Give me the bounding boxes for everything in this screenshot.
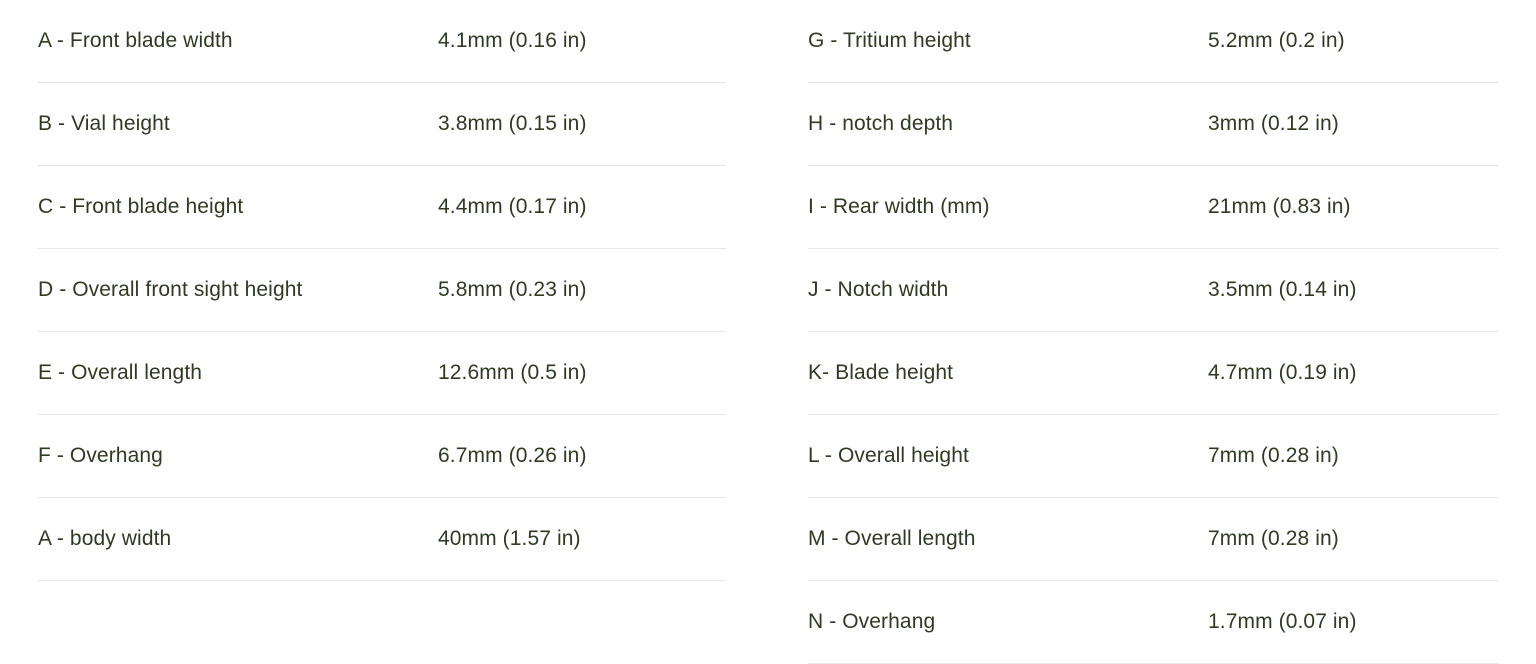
table-row	[808, 166, 1498, 249]
spec-column-left	[38, 0, 768, 664]
table-row	[808, 0, 1498, 83]
spec-value: 3mm (0.12 in)	[1208, 112, 1339, 135]
spec-value: 4.7mm (0.19 in)	[1208, 361, 1357, 384]
spec-value: 3.8mm (0.15 in)	[438, 112, 587, 135]
table-row	[38, 249, 726, 332]
spec-label: N - Overhang	[808, 610, 936, 633]
table-row	[38, 83, 726, 166]
spec-label: J - Notch width	[808, 278, 949, 301]
table-row	[38, 498, 726, 581]
spec-label: B - Vial height	[38, 112, 170, 135]
table-row	[38, 415, 726, 498]
spec-value: 12.6mm (0.5 in)	[438, 361, 587, 384]
spec-value: 7mm (0.28 in)	[1208, 444, 1339, 467]
spec-label: H - notch depth	[808, 112, 954, 135]
spec-label: F - Overhang	[38, 444, 163, 467]
table-row	[38, 332, 726, 415]
spec-label: A - body width	[38, 527, 172, 550]
spec-value: 40mm (1.57 in)	[438, 527, 581, 550]
table-row	[808, 332, 1498, 415]
spec-label: D - Overall front sight height	[38, 278, 303, 301]
spec-value: 5.2mm (0.2 in)	[1208, 29, 1345, 52]
table-row	[38, 166, 726, 249]
spec-label: I - Rear width (mm)	[808, 195, 990, 218]
spec-label: M - Overall length	[808, 527, 976, 550]
table-row	[808, 581, 1498, 664]
table-row	[808, 415, 1498, 498]
spec-value: 6.7mm (0.26 in)	[438, 444, 587, 467]
spec-value: 7mm (0.28 in)	[1208, 527, 1339, 550]
spec-label: K- Blade height	[808, 361, 954, 384]
spec-label: C - Front blade height	[38, 195, 244, 218]
spec-label: E - Overall length	[38, 361, 203, 384]
spec-value: 21mm (0.83 in)	[1208, 195, 1351, 218]
spec-label: L - Overall height	[808, 444, 969, 467]
table-row	[808, 249, 1498, 332]
spec-value: 4.4mm (0.17 in)	[438, 195, 587, 218]
table-row	[38, 0, 726, 83]
spec-value: 4.1mm (0.16 in)	[438, 29, 587, 52]
spec-value: 3.5mm (0.14 in)	[1208, 278, 1357, 301]
spec-label: A - Front blade width	[38, 29, 233, 52]
spec-column-right	[768, 0, 1498, 664]
spec-label: G - Tritium height	[808, 29, 971, 52]
spec-value: 5.8mm (0.23 in)	[438, 278, 587, 301]
table-row	[808, 83, 1498, 166]
table-row	[808, 498, 1498, 581]
spec-value: 1.7mm (0.07 in)	[1208, 610, 1357, 633]
